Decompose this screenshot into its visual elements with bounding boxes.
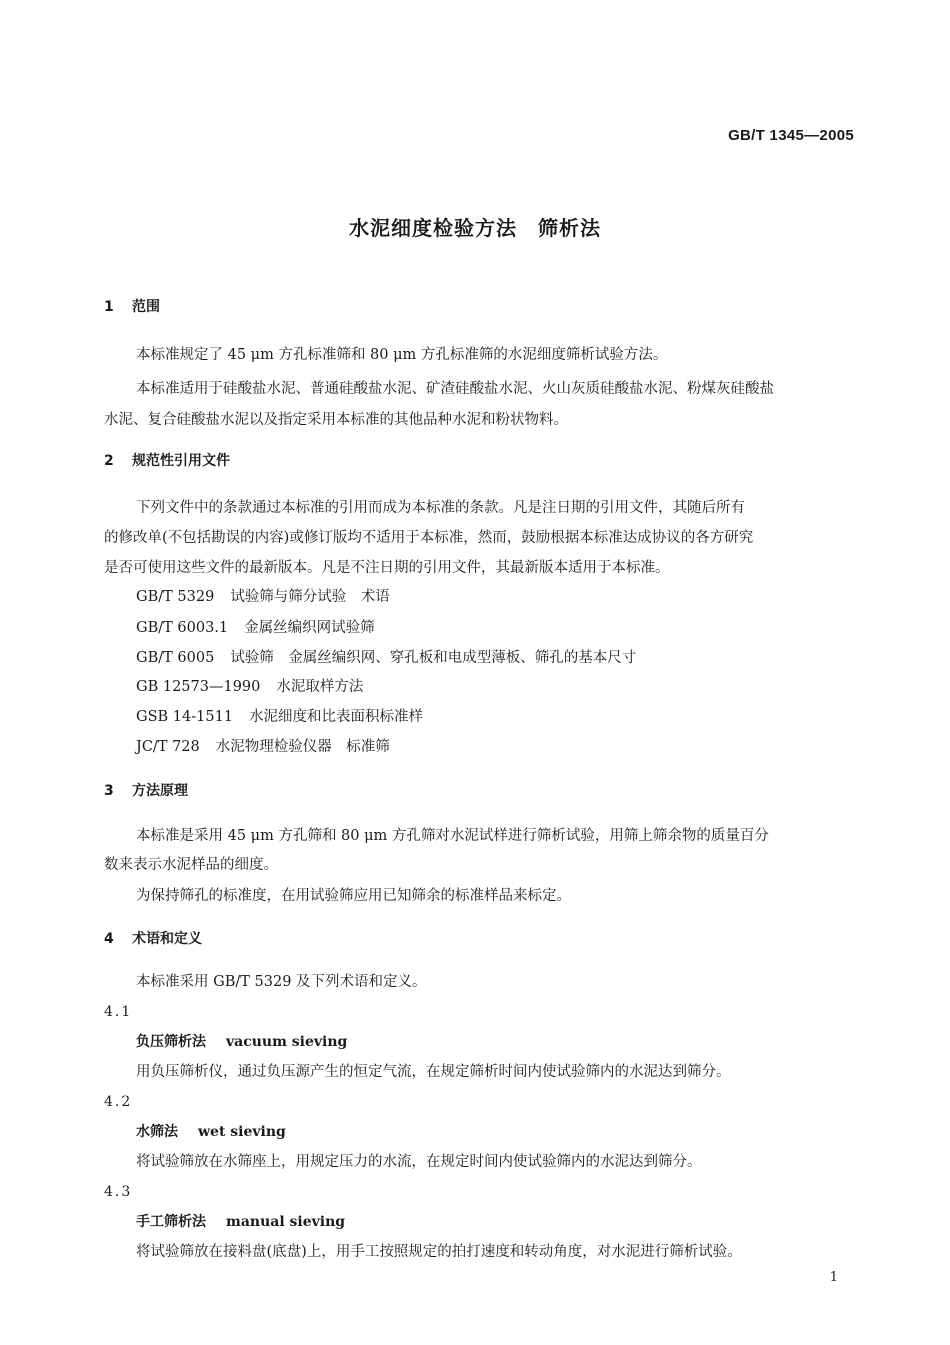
standard-number: GB/T 1345—2005 [728,127,854,144]
section-title: 规范性引用文件 [132,453,230,469]
section-2-heading [104,451,230,471]
term-english: vacuum sieving [226,1034,348,1050]
reference-item [136,677,363,697]
section-3-paragraph-1-line-1: 本标准是采用 45 μm 方孔筛和 80 μm 方孔筛对水泥试样进行筛析试验，用筛上筛余物的质量百分 [136,828,769,844]
term-definition: 将试验筛放在接料盘(底盘)上，用手工按照规定的拍打速度和转动角度，对水泥进行筛析试验。 [136,1244,742,1260]
reference-title: 水泥物理检验仪器 标准筛 [215,739,390,755]
section-1-paragraph-2-line-1: 本标准适用于硅酸盐水泥、普通硅酸盐水泥、矿渣硅酸盐水泥、火山灰质硅酸盐水泥、粉煤灰硅酸盐 [136,381,774,397]
reference-item [136,587,390,607]
section-1-paragraph-1: 本标准规定了 45 μm 方孔标准筛和 80 μm 方孔标准筛的水泥细度筛析试验方法。 [136,347,668,363]
reference-title: 金属丝编织网试验筛 [244,620,375,636]
reference-item [136,648,636,668]
term-chinese: 水筛法 [136,1124,178,1140]
section-number: 4 [104,931,114,947]
reference-item [136,618,375,638]
document-title: 水泥细度检验方法 筛析法 [349,216,601,240]
section-title: 方法原理 [132,783,188,799]
section-4-heading [104,929,202,949]
reference-code: GB/T 5329 [136,589,215,605]
reference-code: JC/T 728 [136,739,200,755]
section-3-paragraph-2: 为保持筛孔的标准度，在用试验筛应用已知筛余的标准样品来标定。 [136,888,571,904]
reference-code: GB/T 6003.1 [136,620,229,636]
term-chinese: 负压筛析法 [136,1034,206,1050]
section-number: 3 [104,783,114,799]
reference-title: 试验筛与筛分试验 术语 [230,589,390,605]
reference-code: GB/T 6005 [136,650,215,666]
section-2-paragraph-line-2: 的修改单(不包括勘误的内容)或修订版均不适用于本标准，然而，鼓励根据本标准达成协议的各方研究 [104,530,754,546]
reference-code: GSB 14-1511 [136,709,234,725]
term-entry [136,1122,286,1142]
clause-number: 4.2 [104,1094,133,1110]
reference-title: 水泥取样方法 [276,679,364,695]
section-2-paragraph-line-1: 下列文件中的条款通过本标准的引用而成为本标准的条款。凡是注日期的引用文件，其随后所有 [136,500,745,516]
clause-number: 4.1 [104,1004,133,1020]
section-title: 术语和定义 [132,931,202,947]
term-entry [136,1212,345,1232]
reference-item [136,707,423,727]
section-number: 1 [104,299,114,315]
reference-item [136,737,390,757]
reference-code: GB 12573—1990 [136,679,261,695]
section-1-heading [104,297,160,317]
term-english: wet sieving [198,1124,286,1140]
section-title: 范围 [132,299,160,315]
section-2-paragraph-line-3: 是否可使用这些文件的最新版本。凡是不注日期的引用文件，其最新版本适用于本标准。 [104,560,670,576]
term-definition: 将试验筛放在水筛座上，用规定压力的水流，在规定时间内使试验筛内的水泥达到筛分。 [136,1154,702,1170]
reference-title: 试验筛 金属丝编织网、穿孔板和电成型薄板、筛孔的基本尺寸 [230,650,637,666]
term-chinese: 手工筛析法 [136,1214,206,1230]
term-english: manual sieving [226,1214,346,1230]
section-1-paragraph-2-line-2: 水泥、复合硅酸盐水泥以及指定采用本标准的其他品种水泥和粉状物料。 [104,412,568,428]
page-number: 1 [829,1270,838,1285]
section-3-heading [104,781,188,801]
section-4-paragraph-1: 本标准采用 GB/T 5329 及下列术语和定义。 [136,974,427,990]
term-definition: 用负压筛析仪，通过负压源产生的恒定气流，在规定筛析时间内使试验筛内的水泥达到筛分。 [136,1064,731,1080]
section-number: 2 [104,453,114,469]
term-entry [136,1032,347,1052]
clause-number: 4.3 [104,1184,133,1200]
reference-title: 水泥细度和比表面积标准样 [249,709,424,725]
section-3-paragraph-1-line-2: 数来表示水泥样品的细度。 [104,857,278,873]
